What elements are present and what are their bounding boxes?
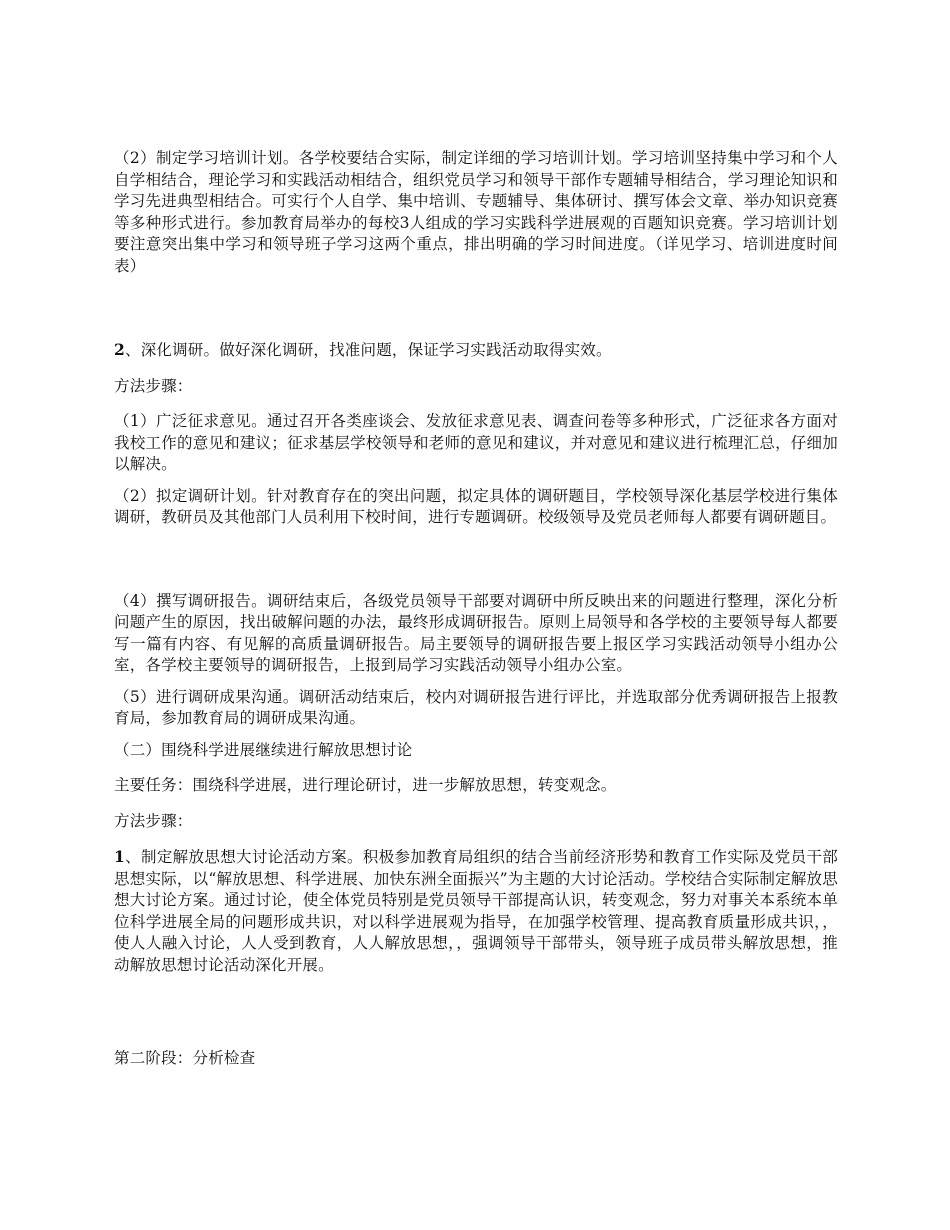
paragraph-method-steps: 方法步骤： [114,376,193,395]
paragraph-research-plan: （2）拟定调研计划。针对教育存在的突出问题，拟定具体的调研题目，学校领导深化基层学校进行集体调研，教研员及其他部门人员利用下校时间，进行专题调研。校级领导及党员老师每人都要有调研题目。 [114,486,838,526]
paragraph-discussion-plan [114,846,838,976]
paragraph-research-heading [114,339,838,362]
item-number: 2 [114,340,125,359]
paragraph-study-plan: （2）制定学习培训计划。各学校要结合实际，制定详细的学习培训计划。学习培训坚持集中学习和个人自学相结合，理论学习和实践活动相结合，组织党员学习和领导干部作专题辅导相结合，学习理论知识和学习先进典型相结合。可实行个人自学、集中培训、专题辅导、集体研讨、撰写体会文章、举办知识竞赛等多种形式进行。参加教育局举办的每校3人组成的学习实践科学进展观的百题知识竞赛。学习培训计划要注意突出集中学习和领导班子学习这两个重点，排出明确的学习时间进度。（详见学习、培训进度时间表） [114,149,838,275]
document-page [114,148,838,1070]
paragraph-method-steps-2: 方法步骤： [114,811,193,830]
paragraph-discussion-text: 、制定解放思想大讨论活动方案。积极参加教育局组织的结合当前经济形势和教育工作实际及党员干部思想实际，以“解放思想、科学进展、加快东洲全面振兴”为主题的大讨论活动。学校结合实际制定解放思想大讨论方案。通过讨论，使全体党员特别是党员领导干部提高认识，转变观念，努力对事关本系统本单位科学进展全局的问题形成共识，对以科学进展观为指导，在加强学校管理、提高教育质量形成共识，，使人人融入讨论，人人受到教育，人人解放思想，，强调领导干部带头，领导班子成员带头解放思想，推动解放思想讨论活动深化开展。 [114,848,838,974]
section-heading-discussion: （二）围绕科学进展继续进行解放思想讨论 [114,740,413,759]
paragraph-main-task: 主要任务：围绕科学进展，进行理论研讨，进一步解放思想，转变观念。 [114,776,617,794]
paragraph-research-results: （5）进行调研成果沟通。调研活动结束后，校内对调研报告进行评比，并选取部分优秀调研报告上报教育局，参加教育局的调研成果沟通。 [114,687,838,727]
stage-heading-analysis: 第二阶段：分析检查 [114,1049,256,1067]
item-number: 1 [114,847,125,866]
paragraph-research-text: 、深化调研。做好深化调研，找准问题，保证学习实践活动取得实效。 [125,341,612,359]
paragraph-collect-opinions: （1）广泛征求意见。通过召开各类座谈会、发放征求意见表、调查问卷等多种形式，广泛征求各方面对我校工作的意见和建议；征求基层学校领导和老师的意见和建议，并对意见和建议进行梳理汇总，仔细加以解决。 [114,412,838,473]
paragraph-research-report: （4）撰写调研报告。调研结束后，各级党员领导干部要对调研中所反映出来的问题进行整理，深化分析问题产生的原因，找出破解问题的办法，最终形成调研报告。原则上局领导和各学校的主要领导每人都要写一篇有内容、有见解的高质量调研报告。局主要领导的调研报告要上报区学习实践活动领导小组办公室，各学校主要领导的调研报告，上报到局学习实践活动领导小组办公室。 [114,591,838,674]
